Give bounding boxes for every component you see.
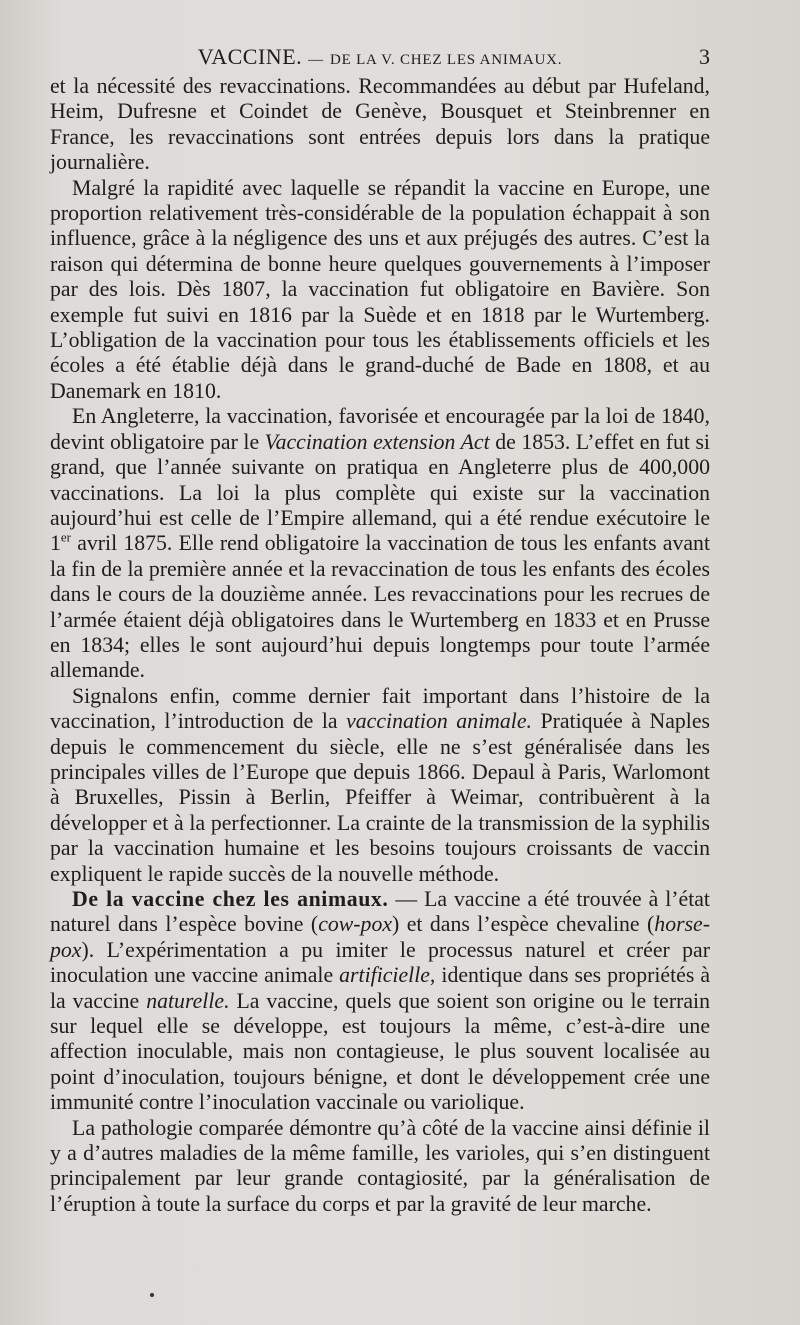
paragraph-3	[50, 404, 710, 683]
term-naturelle: naturelle.	[146, 988, 230, 1013]
paragraph-5-text-b: ) et dans l’espèce chevaline (	[392, 912, 655, 937]
paragraph-3-text-a: En Angleterre, la vaccination, favorisée et encouragée par la loi de 1840, devint obligatoire par le	[50, 404, 710, 454]
paragraph-4-text-a: Signalons enfin, comme dernier fait important dans l’histoire de la vaccination, l’introduction de la	[50, 683, 710, 734]
paragraph-2: Malgré la rapidité avec laquelle se répandit la vaccine en Europe, une proportion relativement très-considérable de la population échappait à son influence, grâce à la négligence des uns et aux préjugés des autres. C’est la raison qui détermina de bonne heure quelques gouvernements à l’imposer par des lois. Dès 1807, la vaccination fut obligatoire en Bavière. Son exemple fut suivi en 1816 par la Suède et en 1818 par le Wurtemberg. L’obligation de la vaccination pour tous les établissements officiels et les écoles a été établie déjà dans le grand-duché de Bade en 1808, et au Danemark en 1810.	[50, 175, 710, 403]
paragraph-5	[50, 887, 710, 1116]
paragraph-4-text-b: Pratiquée à Naples depuis le commencement du siècle, elle ne s’est généralisée dans les principales villes de l’Europe que depuis 1866. Depaul à Paris, Warlomont à Bruxelles, Pissin à Berlin, Pfeiffer à Weimar, contribuèrent à la développer et à la perfectionner. La crainte de la transmission de la syphilis par la vaccination humaine et les besoins toujours croissants de vaccin expliquent le rapide succès de la nouvelle méthode.	[50, 709, 710, 886]
superscript-er: er	[60, 530, 72, 546]
paragraph-5-text-a: — La vaccine a été trouvée à l’état naturel dans l’espèce bovine (	[50, 887, 710, 937]
section-heading: De la vaccine chez les animaux.	[72, 887, 389, 911]
paragraph-3-text-b: de 1853. L’effet en fut si grand, que l’année suivante on pratiqua en Angleterre plus de 400,000 vaccinations. La loi la plus complète qui existe sur la vaccination aujourd’hui est celle de l’Empire allemand, qui a été rendue exécutoire le 1	[50, 429, 710, 556]
act-title: Vaccination extension Act	[264, 429, 490, 454]
running-title-main: VACCINE.	[197, 44, 303, 69]
paragraph-3-text-c: avril 1875. Elle rend obligatoire la vaccination de tous les enfants avant la fin de la première année et la revaccination de tous les enfants des écoles dans le cours de la douzième année. Les revaccinations pour les recrues de l’armée étaient déjà obligatoires dans le Wurtemberg en 1833 et en Prusse en 1834; elles le sont aujourd’hui depuis longtemps pour toute l’armée allemande.	[50, 531, 710, 683]
running-title-sub: DE LA V. CHEZ LES ANIMAUX.	[329, 52, 563, 68]
paragraph-5-text-e: La vaccine, quels que soient son origine ou le terrain sur lequel elle se développe, est toujours la même, c’est-à-dire une affection inoculable, mais non contagieuse, le plus souvent localisée au point d’inoculation, toujours bénigne, et dont le développement crée une immunité contre l’inoculation vaccinale ou variolique.	[50, 988, 710, 1115]
running-header	[50, 44, 710, 74]
body-text	[50, 74, 710, 1217]
term-cow-pox: cow-pox	[318, 912, 393, 937]
running-title-dash: —	[308, 52, 324, 68]
term-vaccination-animale: vaccination animale.	[346, 709, 532, 734]
paragraph-5-text-c: ). L’expérimentation a pu imiter le processus naturel et créer par inoculation une vaccine animale	[50, 937, 710, 988]
page-number: 3	[699, 44, 710, 69]
paragraph-1: et la nécessité des revaccinations. Recommandées au début par Hufeland, Heim, Dufresne et Coindet de Genève, Bousquet et Steinbrenner en France, les revaccinations sont entrées depuis lors dans la pratique journalière.	[50, 74, 710, 175]
term-artificielle: artificielle,	[339, 963, 436, 988]
ink-speck	[150, 1293, 154, 1297]
paragraph-5-text-d: identique dans ses propriétés à la vaccine	[50, 963, 711, 1013]
paragraph-4	[50, 684, 710, 887]
term-horse-pox: horse-pox	[50, 912, 710, 962]
paragraph-6: La pathologie comparée démontre qu’à côté de la vaccine ainsi définie il y a d’autres maladies de la même famille, les varioles, qui s’en distinguent principalement par leur grande contagiosité, par la généralisation de l’éruption à toute la surface du corps et par la gravité de leur marche.	[50, 1115, 710, 1216]
running-title	[50, 44, 710, 70]
